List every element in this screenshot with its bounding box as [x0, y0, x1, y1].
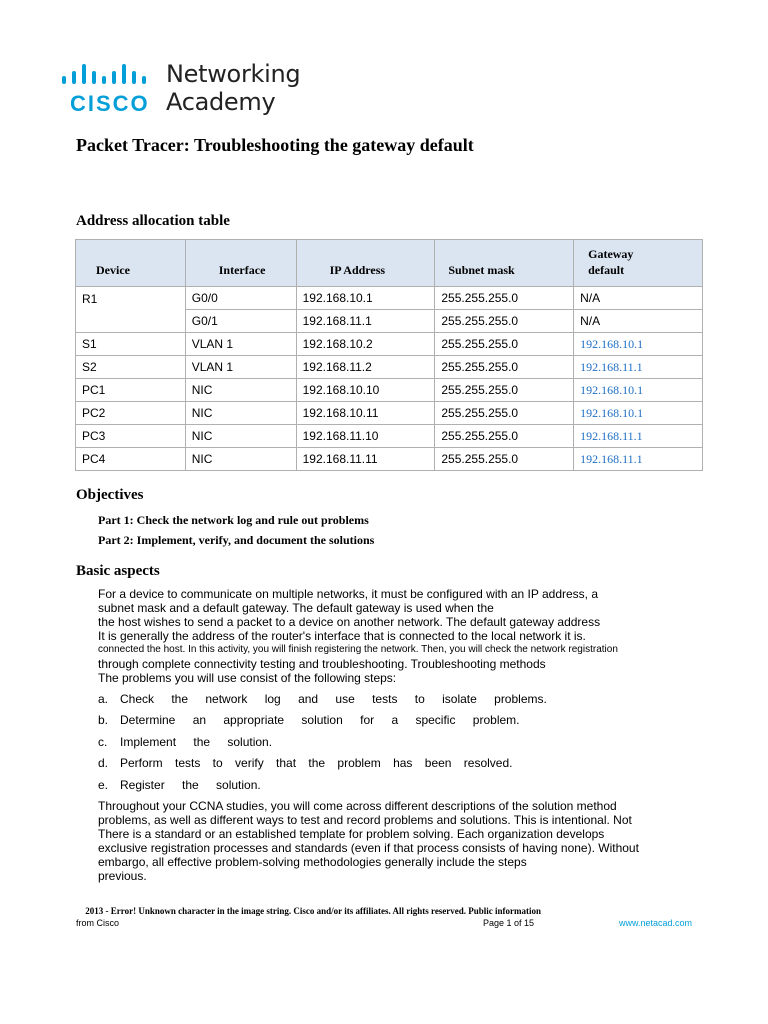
table-cell: VLAN 1	[185, 356, 296, 379]
col-header-gateway: Gateway default	[574, 240, 703, 287]
table-cell: 255.255.255.0	[435, 287, 574, 310]
paragraph-line: There is a standard or an established template for problem solving. Each organization develops	[98, 827, 605, 841]
table-cell: 192.168.11.1	[296, 310, 435, 333]
paragraph-line: previous.	[98, 869, 147, 883]
paragraph-line: Throughout your CCNA studies, you will come across different descriptions of the solution method	[98, 799, 617, 813]
col-header-interface: Interface	[185, 240, 296, 287]
basic-aspects-heading: Basic aspects	[76, 563, 160, 579]
document-title: Packet Tracer: Troubleshooting the gateway default	[76, 135, 474, 155]
address-table-heading: Address allocation table	[76, 213, 230, 229]
table-cell: N/A	[574, 310, 703, 333]
footer-page-number: Page 1 of 15	[483, 918, 535, 928]
table-cell: PC3	[76, 425, 186, 448]
cisco-bars-icon	[62, 64, 158, 90]
table-row	[76, 425, 703, 448]
basic-intro-paragraph	[98, 587, 678, 685]
table-cell: N/A	[574, 287, 703, 310]
table-cell: S2	[76, 356, 186, 379]
table-cell: 192.168.11.11	[296, 448, 435, 471]
table-cell: 192.168.10.1	[296, 287, 435, 310]
paragraph-line: It is generally the address of the router's interface that is connected to the local network it is.	[98, 629, 586, 643]
cisco-wordmark: CISCO	[70, 91, 150, 116]
table-cell: 192.168.11.10	[296, 425, 435, 448]
list-item: e. Register the solution.	[98, 778, 261, 792]
table-row	[76, 448, 703, 471]
table-cell: 192.168.11.1	[574, 356, 703, 379]
table-cell: S1	[76, 333, 186, 356]
table-cell: 192.168.11.1	[574, 448, 703, 471]
table-row	[76, 287, 703, 310]
table-cell: PC4	[76, 448, 186, 471]
table-cell: 192.168.10.1	[574, 379, 703, 402]
col-header-ip-address: IP Address	[296, 240, 435, 287]
table-cell: G0/0	[185, 287, 296, 310]
table-cell: 255.255.255.0	[435, 356, 574, 379]
table-cell: 192.168.11.2	[296, 356, 435, 379]
table-cell: VLAN 1	[185, 333, 296, 356]
table-cell: NIC	[185, 379, 296, 402]
address-allocation-table	[75, 239, 703, 471]
table-cell: 192.168.10.11	[296, 402, 435, 425]
table-header-row	[76, 240, 703, 287]
table-cell: PC2	[76, 402, 186, 425]
table-cell: R1	[76, 287, 186, 333]
objectives-heading: Objectives	[76, 487, 144, 503]
table-cell: 255.255.255.0	[435, 379, 574, 402]
paragraph-line: problems, as well as different ways to test and record problems and solutions. This is intentional. Not	[98, 813, 632, 827]
table-cell: 192.168.11.1	[574, 425, 703, 448]
basic-closing-paragraph	[98, 799, 678, 883]
col-header-device: Device	[76, 240, 186, 287]
col-header-subnet-mask: Subnet mask	[435, 240, 574, 287]
table-cell: NIC	[185, 402, 296, 425]
table-cell: 192.168.10.1	[574, 333, 703, 356]
paragraph-line: through complete connectivity testing and troubleshooting. Troubleshooting methods	[98, 657, 546, 671]
paragraph-line: For a device to communicate on multiple networks, it must be configured with an IP address, a	[98, 587, 599, 601]
table-row	[76, 356, 703, 379]
paragraph-line: embargo, all effective problem-solving methodologies generally include the steps	[98, 855, 527, 869]
table-cell: 255.255.255.0	[435, 448, 574, 471]
paragraph-line: exclusive registration processes and standards (even if that process consists of having none). Without	[98, 841, 639, 855]
paragraph-line: connected the host. In this activity, you will finish registering the network. Then, you will check the network registration	[98, 644, 618, 655]
table-cell: 192.168.10.10	[296, 379, 435, 402]
paragraph-line: subnet mask and a default gateway. The default gateway is used when the	[98, 601, 494, 615]
list-item: d. Perform tests to verify that the problem has been resolved.	[98, 756, 513, 770]
table-cell: NIC	[185, 448, 296, 471]
table-row	[76, 333, 703, 356]
cisco-networking-academy-logo	[62, 60, 322, 120]
objective-part-1: Part 1: Check the network log and rule out problems	[98, 513, 369, 527]
footer-from-cisco: from Cisco	[76, 918, 120, 928]
table-cell: 192.168.10.2	[296, 333, 435, 356]
paragraph-line: The problems you will use consist of the following steps:	[98, 671, 397, 685]
table-cell: PC1	[76, 379, 186, 402]
table-cell: 192.168.10.1	[574, 402, 703, 425]
table-cell: 255.255.255.0	[435, 310, 574, 333]
table-row	[76, 379, 703, 402]
logo-academy-text: Academy	[166, 88, 276, 116]
table-cell: 255.255.255.0	[435, 333, 574, 356]
table-cell: 255.255.255.0	[435, 402, 574, 425]
table-row	[76, 402, 703, 425]
table-cell: NIC	[185, 425, 296, 448]
list-item: c. Implement the solution.	[98, 735, 273, 749]
table-cell: 255.255.255.0	[435, 425, 574, 448]
footer-copyright: 2013 - Error! Unknown character in the image string. Cisco and/or its affiliates. All rights reserved. Public information	[76, 906, 532, 916]
objective-part-2: Part 2: Implement, verify, and document the solutions	[98, 533, 375, 547]
list-item: b. Determine an appropriate solution for a specific problem.	[98, 713, 520, 727]
logo-networking-text: Networking	[166, 60, 301, 88]
table-cell: G0/1	[185, 310, 296, 333]
list-item: a. Check the network log and use tests to isolate problems.	[98, 692, 547, 706]
paragraph-line: the host wishes to send a packet to a device on another network. The default gateway address	[98, 615, 601, 629]
footer-website-link[interactable]: www.netacad.com	[619, 918, 693, 928]
